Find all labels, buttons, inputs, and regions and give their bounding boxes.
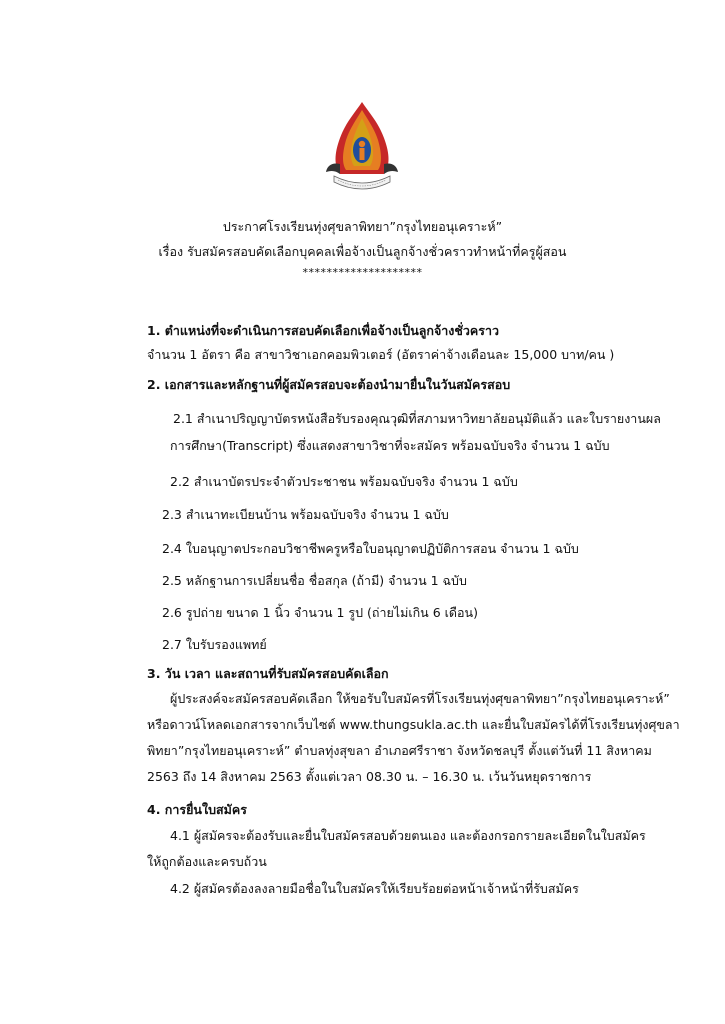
item-2-1-line-1: 2.1 สำเนาปริญญาบัตรหนังสือรับรองคุณวุฒิที่สภามหาวิทยาลัยอนุมัติแล้ว และใบรายงานผล bbox=[173, 411, 661, 426]
section-3-line-3: พิทยา”กรุงไทยอนุเคราะห์” ตำบลทุ่งสุขลา อำเภอศรีราชา จังหวัดชลบุรี ตั้งแต่วันที่ 11 สิงหาคม bbox=[147, 743, 652, 758]
item-2-4: 2.4 ใบอนุญาตประกอบวิชาชีพครูหรือใบอนุญาตปฏิบัติการสอน จำนวน 1 ฉบับ bbox=[162, 541, 579, 556]
item-2-3: 2.3 สำเนาทะเบียนบ้าน พร้อมฉบับจริง จำนวน 1 ฉบับ bbox=[162, 507, 449, 522]
item-2-7: 2.7 ใบรับรองแพทย์ bbox=[162, 637, 267, 652]
section-3-line-4: 2563 ถึง 14 สิงหาคม 2563 ตั้งแต่เวลา 08.30 น. – 16.30 น. เว้นวันหยุดราชการ bbox=[147, 769, 592, 784]
item-2-6: 2.6 รูปถ่าย ขนาด 1 นิ้ว จำนวน 1 รูป (ถ่ายไม่เกิน 6 เดือน) bbox=[162, 605, 478, 620]
announcement-subject: เรื่อง รับสมัครสอบคัดเลือกบุคคลเพื่อจ้างเป็นลูกจ้างชั่วคราวทำหน้าที่ครูผู้สอน bbox=[158, 244, 567, 259]
item-2-1-line-2: การศึกษา(Transcript) ซึ่งแสดงสาขาวิชาที่จะสมัคร พร้อมฉบับจริง จำนวน 1 ฉบับ bbox=[170, 438, 610, 453]
item-2-2: 2.2 สำเนาบัตรประจำตัวประชาชน พร้อมฉบับจริง จำนวน 1 ฉบับ bbox=[170, 474, 518, 489]
section-4-heading: 4. การยื่นใบสมัคร bbox=[147, 802, 247, 817]
separator-stars: ******************** bbox=[302, 266, 423, 279]
item-4-2: 4.2 ผู้สมัครต้องลงลายมือชื่อในใบสมัครให้เรียบร้อยต่อหน้าเจ้าหน้าที่รับสมัคร bbox=[170, 881, 579, 896]
item-2-5: 2.5 หลักฐานการเปลี่ยนชื่อ ชื่อสกุล (ถ้ามี) จำนวน 1 ฉบับ bbox=[162, 573, 467, 588]
section-3-line-2: หรือดาวน์โหลดเอกสารจากเว็บไซต์ www.thungsukla.ac.th และยื่นใบสมัครได้ที่โรงเรียนทุ่งศุขลา bbox=[147, 717, 680, 732]
item-4-1-line-1: 4.1 ผู้สมัครจะต้องรับและยื่นใบสมัครสอบด้วยตนเอง และต้องกรอกรายละเอียดในใบสมัคร bbox=[170, 828, 646, 843]
school-seal-logo bbox=[324, 100, 400, 200]
section-3-line-1: ผู้ประสงค์จะสมัครสอบคัดเลือก ให้ขอรับใบสมัครที่โรงเรียนทุ่งศุขลาพิทยา”กรุงไทยอนุเคราะห์” bbox=[170, 691, 670, 706]
announcement-title: ประกาศโรงเรียนทุ่งศุขลาพิทยา”กรุงไทยอนุเคราะห์” bbox=[222, 219, 503, 234]
section-2-heading: 2. เอกสารและหลักฐานที่ผู้สมัครสอบจะต้องนำมายื่นในวันสมัครสอบ bbox=[147, 377, 511, 392]
section-1-heading: 1. ตำแหน่งที่จะดำเนินการสอบคัดเลือกเพื่อจ้างเป็นลูกจ้างชั่วคราว bbox=[147, 323, 500, 338]
section-3-heading: 3. วัน เวลา และสถานที่รับสมัครสอบคัดเลือก bbox=[147, 666, 389, 681]
section-1-detail: จำนวน 1 อัตรา คือ สาขาวิชาเอกคอมพิวเตอร์ (อัตราค่าจ้างเดือนละ 15,000 บาท/คน ) bbox=[147, 347, 615, 362]
item-4-1-line-2: ให้ถูกต้องและครบถ้วน bbox=[147, 854, 267, 869]
